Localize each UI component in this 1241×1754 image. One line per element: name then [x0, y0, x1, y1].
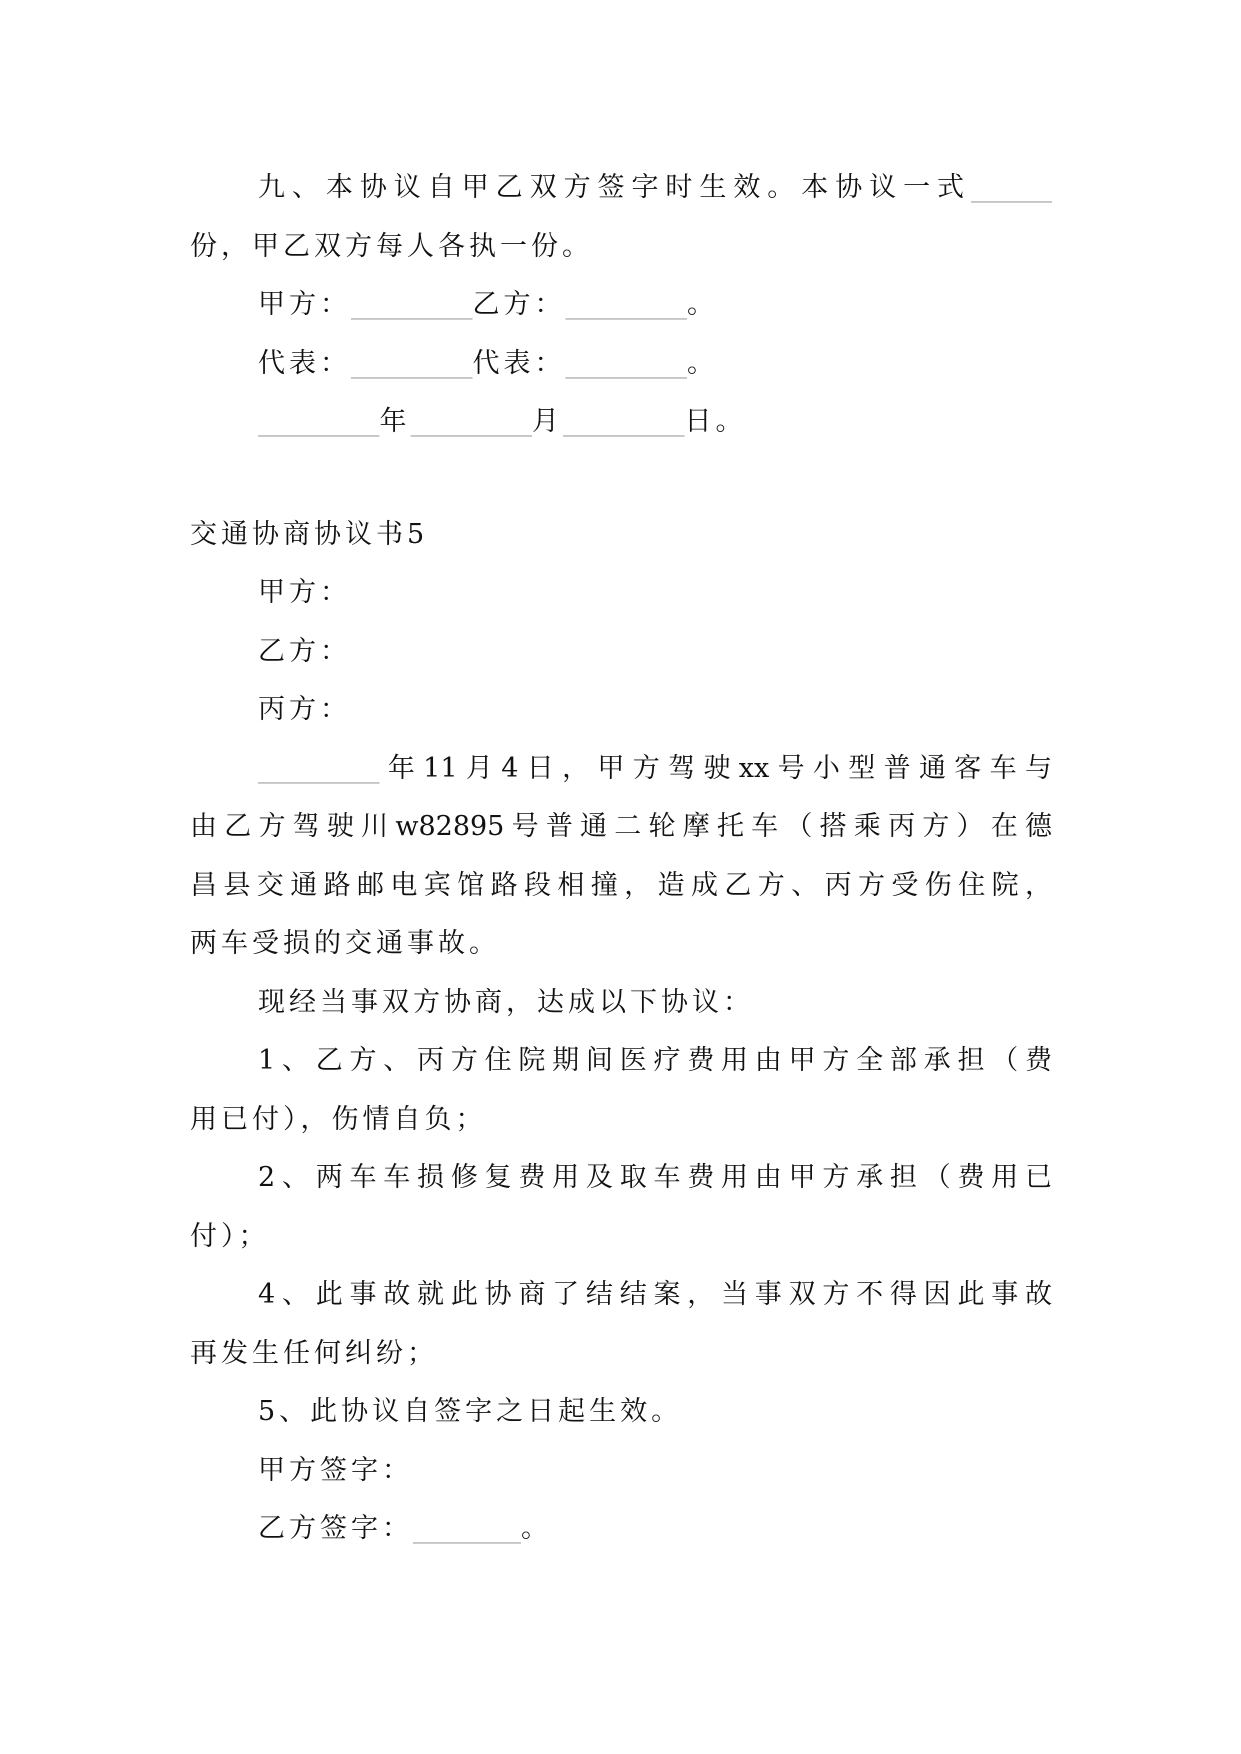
item4-line-2: 再发生任何纠纷；: [190, 1337, 438, 1369]
para1-line-1: [190, 740, 1052, 799]
item4-line-1: 4、此事故就此协商了结结案，当事双方不得因此事故: [258, 1279, 1052, 1310]
party-b: 乙方：: [258, 635, 351, 667]
clause-9-line-1: [190, 159, 1052, 218]
sign-a: 甲方签字：: [258, 1454, 413, 1486]
blank-line: _________: [258, 406, 380, 437]
period: 。: [521, 1513, 552, 1544]
party-b-label: 乙方：: [472, 289, 566, 320]
party-a: 甲方：: [258, 577, 351, 608]
document-page: [190, 159, 1052, 1559]
para1-line-2: 由乙方驾驶川w82895号普通二轮摩托车（搭乘丙方）在德: [190, 811, 1052, 842]
rep-label: 代表：: [472, 347, 566, 379]
agreement-title: 交通协商协议书5: [190, 518, 429, 550]
day-label: 日。: [684, 406, 747, 437]
clause-9-line-2: 份，甲乙双方每人各执一份。: [190, 230, 593, 262]
blank-line: _________: [565, 289, 687, 320]
intro: 现经当事双方协商，达成以下协议：: [258, 986, 754, 1018]
blank-line: _________: [410, 406, 532, 437]
item1-line-2: 用已付），伤情自负；: [190, 1103, 487, 1135]
month-label: 月: [532, 406, 563, 437]
period: 。: [687, 347, 718, 379]
blank-line: _________: [258, 752, 380, 784]
blank-line: _________: [565, 347, 687, 379]
item5: 5、此协议自签字之日起生效。: [258, 1396, 683, 1427]
para1-line-4: 两车受损的交通事故。: [190, 928, 500, 959]
item2-line-2: 付）；: [190, 1220, 270, 1252]
item2-line-1: 2、两车车损修复费用及取车费用由甲方承担（费用已: [258, 1162, 1052, 1193]
rep-label: 代表：: [258, 347, 351, 379]
party-signature-line: [190, 276, 1052, 335]
text: 九、本协议自甲乙双方签字时生效。本协议一式: [258, 172, 971, 203]
period: 。: [687, 289, 718, 320]
year-label: 年: [379, 406, 411, 437]
blank-line: _________: [351, 289, 473, 320]
party-a-label: 甲方：: [258, 289, 351, 320]
para1-line-3: 昌县交通路邮电宾馆路段相撞，造成乙方、丙方受伤住院，: [190, 869, 1052, 901]
sign-b-label: 乙方签字：: [258, 1513, 413, 1544]
blank-line: ______: [971, 172, 1052, 203]
sign-b-line: [190, 1500, 1052, 1559]
item1-line-1: 1、乙方、丙方住院期间医疗费用由甲方全部承担（费: [258, 1045, 1052, 1076]
representative-line: [190, 335, 1052, 394]
text: 年11月4日，甲方驾驶xx号小型普通客车与: [379, 752, 1052, 784]
blank-line: _________: [563, 406, 685, 437]
blank-line: _________: [351, 347, 473, 379]
blank-line: ________: [413, 1513, 521, 1544]
date-line: [190, 393, 1052, 452]
party-c: 丙方：: [258, 694, 351, 725]
